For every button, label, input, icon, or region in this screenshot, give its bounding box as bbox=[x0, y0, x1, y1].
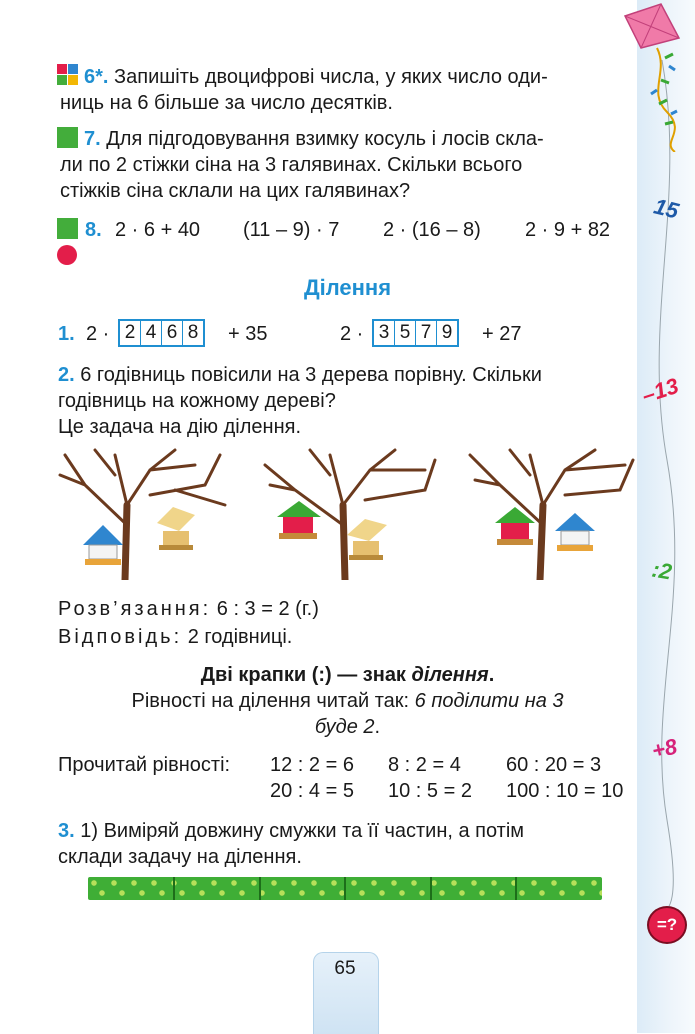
task7-line3: стіжків сіна склали на цих галявинах? bbox=[60, 180, 411, 202]
kite-string bbox=[637, 0, 695, 1033]
task2-text1: 6 годівниць повісили на 3 дерева порівну. Скільки bbox=[80, 364, 542, 386]
task1-left-suffix: + 35 bbox=[228, 323, 268, 345]
red-dot-icon bbox=[57, 245, 77, 265]
rule-line2-plain: Рівності на ділення читай так: bbox=[131, 690, 410, 712]
digit-box: 9 bbox=[441, 322, 453, 343]
rule-line3-italic: буде 2 bbox=[314, 716, 375, 738]
read-eq-2: 8 : 2 = 4 bbox=[388, 754, 461, 776]
answer-line bbox=[58, 624, 292, 650]
rule-title-italic: ділення bbox=[411, 664, 489, 686]
rule-title-plain: Дві крапки (:) — знак bbox=[200, 664, 406, 686]
feeder-green-2 bbox=[277, 501, 321, 539]
task1-left-prefix: 2 · bbox=[86, 323, 110, 345]
digit-box: 3 bbox=[374, 321, 395, 345]
margin-number-1: 15 bbox=[651, 193, 682, 224]
task6-line1 bbox=[60, 64, 635, 90]
task3-text1: 1) Виміряй довжину смужки та її частин, а потім bbox=[80, 820, 525, 842]
rule-line3-end: . bbox=[374, 716, 381, 738]
digit-box: 4 bbox=[141, 321, 162, 345]
answer-value: 2 годівниці. bbox=[187, 626, 293, 648]
task7-number: 7. bbox=[84, 128, 101, 150]
task6-number: 6*. bbox=[84, 66, 109, 88]
read-eq-1: 12 : 2 = 6 bbox=[270, 754, 354, 776]
digit-box: 6 bbox=[162, 321, 183, 345]
read-eq-3: 60 : 20 = 3 bbox=[506, 754, 602, 776]
digit-box: 8 bbox=[187, 322, 199, 343]
strip-divider bbox=[344, 877, 346, 900]
task8-expr-1: 2 · 6 + 40 bbox=[115, 219, 201, 241]
read-eq-5: 10 : 5 = 2 bbox=[388, 780, 472, 802]
task3-line1 bbox=[58, 818, 524, 844]
tree-1 bbox=[60, 450, 225, 580]
task7-line1 bbox=[60, 126, 544, 152]
task8-expr-4: 2 · 9 + 82 bbox=[525, 219, 611, 241]
green-square-icon bbox=[57, 218, 78, 239]
rule-title-end: . bbox=[488, 664, 495, 686]
rule-line3 bbox=[60, 714, 635, 740]
task7-text1: Для підгодовування взимку косуль і лосів скла- bbox=[106, 128, 544, 150]
strip-divider bbox=[515, 877, 517, 900]
task8-expr-3: 2 · (16 – 8) bbox=[383, 219, 481, 241]
task8-number-text: 8. bbox=[85, 219, 102, 241]
section-title: Ділення bbox=[303, 275, 392, 300]
task2-line1 bbox=[58, 362, 542, 388]
task1-number-text: 1. bbox=[58, 323, 75, 345]
solution-value: 6 : 3 = 2 (г.) bbox=[216, 598, 319, 620]
feeder-yellow-2 bbox=[347, 519, 387, 560]
feeder-blue-1 bbox=[83, 525, 123, 565]
feeder-blue-3 bbox=[555, 513, 595, 551]
question-badge bbox=[647, 906, 687, 944]
margin-number-3: :2 bbox=[650, 556, 674, 585]
task6-line2: ниць на 6 більше за число десятків. bbox=[60, 92, 393, 114]
green-strip bbox=[88, 877, 602, 900]
trees-with-feeders-illustration bbox=[55, 445, 635, 580]
task6-text1: Запишіть двоцифрові числа, у яких число оди- bbox=[114, 66, 548, 88]
solution-line bbox=[58, 596, 319, 622]
digit-boxes-left bbox=[118, 319, 205, 347]
digit-box: 5 bbox=[395, 321, 416, 345]
task3-number: 3. bbox=[58, 820, 75, 842]
margin-number-4: +8 bbox=[649, 733, 680, 764]
read-eq-4: 20 : 4 = 5 bbox=[270, 780, 354, 802]
rule-line2 bbox=[60, 688, 635, 714]
task2-line2: годівниць на кожному дереві? bbox=[58, 390, 336, 412]
rule-title bbox=[60, 662, 635, 688]
digit-boxes-right bbox=[372, 319, 459, 347]
question-badge-text: =? bbox=[656, 915, 678, 934]
strip-divider bbox=[173, 877, 175, 900]
task1-number bbox=[58, 321, 75, 347]
task2-line3: Це задача на дію ділення. bbox=[58, 416, 301, 438]
task8-number bbox=[85, 217, 102, 243]
page-number: 65 bbox=[334, 958, 356, 979]
rule-line2-italic: 6 поділити на 3 bbox=[414, 690, 564, 712]
task1-right-suffix: + 27 bbox=[482, 323, 522, 345]
task2-number: 2. bbox=[58, 364, 75, 386]
margin-number-2: –13 bbox=[638, 372, 682, 409]
digit-box: 7 bbox=[416, 321, 437, 345]
task7-line2: ли по 2 стіжки сіна на 3 галявинах. Скільки всього bbox=[60, 154, 523, 176]
answer-label: Відповідь: bbox=[58, 626, 183, 648]
read-eq-6: 100 : 10 = 10 bbox=[506, 780, 624, 802]
digit-box: 2 bbox=[120, 321, 141, 345]
strip-divider bbox=[259, 877, 261, 900]
read-eq-label: Прочитай рівності: bbox=[58, 754, 231, 776]
strip-divider bbox=[430, 877, 432, 900]
task3-line2: склади задачу на ділення. bbox=[58, 846, 302, 868]
task8-expr-2: (11 – 9) · 7 bbox=[243, 219, 340, 241]
solution-label: Розв’язання: bbox=[58, 598, 212, 620]
feeder-yellow-1 bbox=[157, 507, 195, 550]
task1-right-prefix: 2 · bbox=[340, 323, 364, 345]
